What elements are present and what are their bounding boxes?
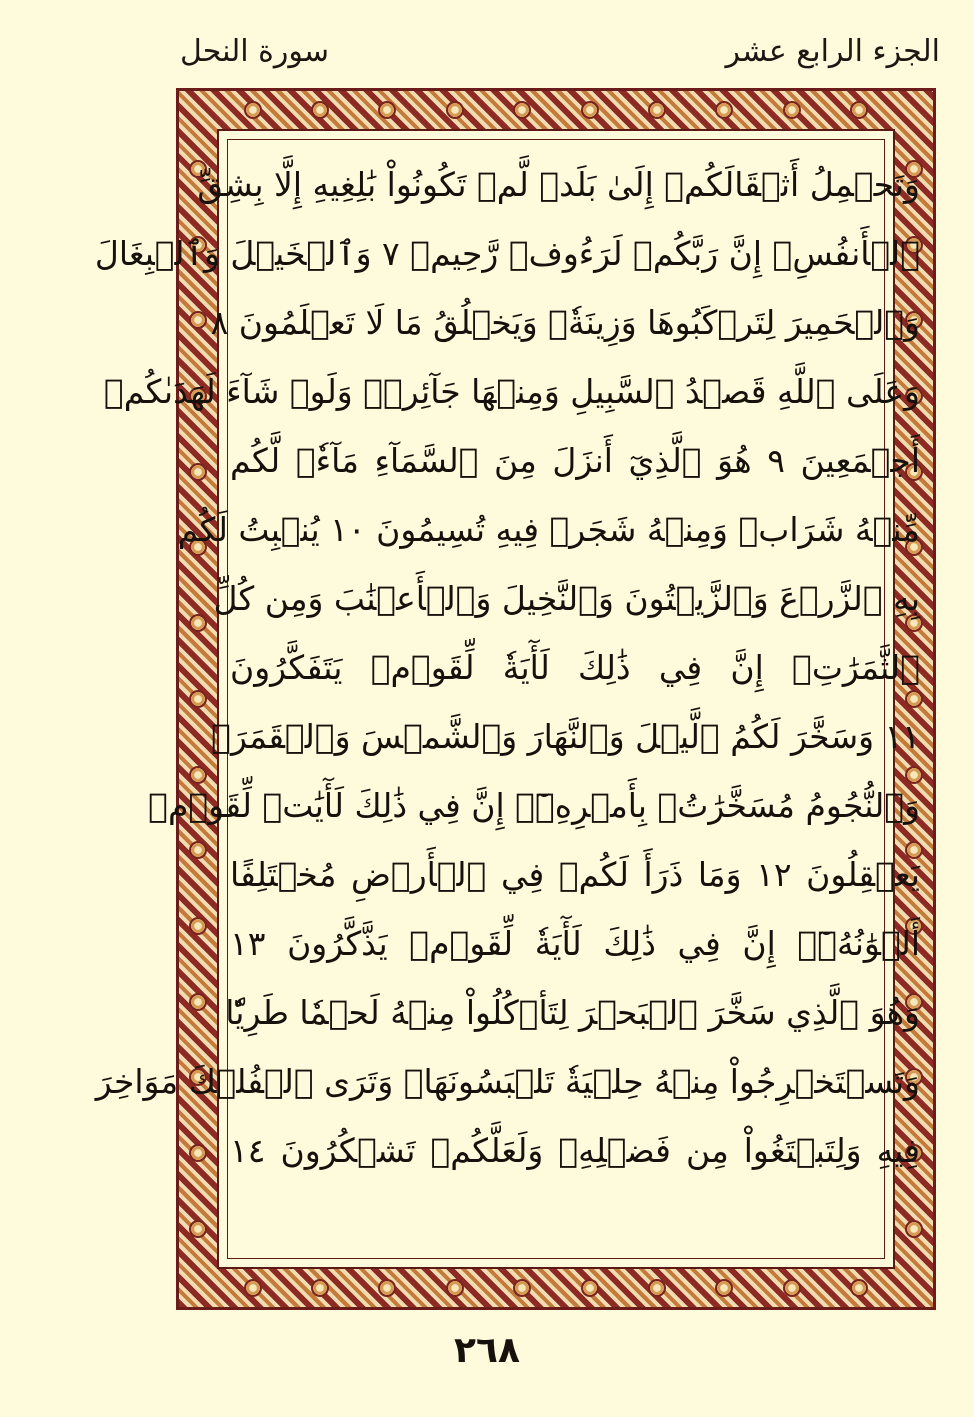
verse-line: ١١ وَسَخَّرَ لَكُمُ ٱلَّيۡلَ وَٱلنَّهَارَ وَٱلشَّمۡسَ وَٱلۡقَمَرَۖ bbox=[211, 717, 920, 756]
verse-line: وَتَسۡتَخۡرِجُواْ مِنۡهُ حِلۡيَةٗ تَلۡبَسُونَهَاۖ وَتَرَى ٱلۡفُلۡكَ مَوَاخِرَ bbox=[95, 1062, 920, 1101]
rosette-icon bbox=[446, 1279, 464, 1297]
rosette-icon bbox=[189, 993, 207, 1011]
rosette-icon bbox=[189, 614, 207, 632]
rosette-icon bbox=[189, 311, 207, 329]
rosette-icon bbox=[850, 1279, 868, 1297]
rosette-icon bbox=[189, 917, 207, 935]
border-rosettes-top bbox=[219, 97, 893, 123]
verse-line: مِّنۡهُ شَرَابٞ وَمِنۡهُ شَجَرٞ فِيهِ تُسِيمُونَ ١٠ يُنۢبِتُ لَكُم bbox=[177, 510, 920, 549]
rosette-icon bbox=[244, 1279, 262, 1297]
surah-title: سورة النحل bbox=[180, 34, 329, 69]
rosette-icon bbox=[850, 101, 868, 119]
page-number: ٢٦٨ bbox=[454, 1330, 520, 1371]
rosette-icon bbox=[783, 101, 801, 119]
verse-line: أَلۡوَٰنُهُۥٓۚ إِنَّ فِي ذَٰلِكَ لَأٓيَةٗ لِّقَوۡمٖ يَذَّكَّرُونَ ١٣ bbox=[230, 924, 920, 963]
rosette-icon bbox=[581, 101, 599, 119]
rosette-icon bbox=[783, 1279, 801, 1297]
rosette-icon bbox=[311, 101, 329, 119]
rosette-icon bbox=[715, 101, 733, 119]
rosette-icon bbox=[244, 101, 262, 119]
rosette-icon bbox=[715, 1279, 733, 1297]
verse-line: أَجۡمَعِينَ ٩ هُوَ ٱلَّذِيٓ أَنزَلَ مِنَ ٱلسَّمَآءِ مَآءٗۖ لَّكُم bbox=[230, 441, 920, 480]
rosette-icon bbox=[189, 841, 207, 859]
rosette-icon bbox=[446, 101, 464, 119]
rosette-icon bbox=[189, 1144, 207, 1162]
rosette-icon bbox=[189, 1220, 207, 1238]
verse-line: فِيهِ وَلِتَبۡتَغُواْ مِن فَضۡلِهِۦ وَلَعَلَّكُمۡ تَشۡكُرُونَ ١٤ bbox=[230, 1131, 920, 1170]
border-rosettes-bottom bbox=[219, 1275, 893, 1301]
rosette-icon bbox=[189, 463, 207, 481]
verse-line: بِهِ ٱلزَّرۡعَ وَٱلزَّيۡتُونَ وَٱلنَّخِيلَ وَٱلۡأَعۡنَٰبَ وَمِن كُلِّ bbox=[213, 579, 920, 618]
rosette-icon bbox=[513, 101, 531, 119]
verse-line: وَٱلۡحَمِيرَ لِتَرۡكَبُوهَا وَزِينَةٗۚ وَيَخۡلُقُ مَا لَا تَعۡلَمُونَ ٨ bbox=[210, 303, 920, 342]
rosette-icon bbox=[378, 101, 396, 119]
verse-line: وَهُوَ ٱلَّذِي سَخَّرَ ٱلۡبَحۡرَ لِتَأۡكُلُواْ مِنۡهُ لَحۡمٗا طَرِيّٗا bbox=[225, 993, 920, 1032]
rosette-icon bbox=[513, 1279, 531, 1297]
juz-title: الجزء الرابع عشر bbox=[725, 34, 940, 69]
verse-line: ٱلثَّمَرَٰتِۚ إِنَّ فِي ذَٰلِكَ لَأٓيَةٗ لِّقَوۡمٖ يَتَفَكَّرُونَ bbox=[230, 648, 920, 687]
verse-line: ٱلۡأَنفُسِۚ إِنَّ رَبَّكُمۡ لَرَءُوفٞ رَّحِيمٞ ٧ وَٱلۡخَيۡلَ وَٱلۡبِغَالَ bbox=[94, 234, 920, 273]
rosette-icon bbox=[189, 690, 207, 708]
rosette-icon bbox=[311, 1279, 329, 1297]
rosette-icon bbox=[648, 1279, 666, 1297]
verse-line: يَعۡقِلُونَ ١٢ وَمَا ذَرَأَ لَكُمۡ فِي ٱلۡأَرۡضِ مُخۡتَلِفًا bbox=[230, 855, 920, 894]
rosette-icon bbox=[581, 1279, 599, 1297]
rosette-icon bbox=[378, 1279, 396, 1297]
verse-line: وَعَلَى ٱللَّهِ قَصۡدُ ٱلسَّبِيلِ وَمِنۡهَا جَآئِرٞۚ وَلَوۡ شَآءَ لَهَدَىٰكُمۡ bbox=[103, 372, 920, 411]
verse-text-block bbox=[94, 150, 920, 1255]
rosette-icon bbox=[648, 101, 666, 119]
verse-line: وَٱلنُّجُومُ مُسَخَّرَٰتُۢ بِأَمۡرِهِۦٓۚ إِنَّ فِي ذَٰلِكَ لَأٓيَٰتٖ لِّقَوۡمٖ bbox=[148, 786, 920, 825]
verse-line: وَتَحۡمِلُ أَثۡقَالَكُمۡ إِلَىٰ بَلَدٖ لَّمۡ تَكُونُواْ بَٰلِغِيهِ إِلَّا بِشِقِّ bbox=[197, 165, 920, 204]
